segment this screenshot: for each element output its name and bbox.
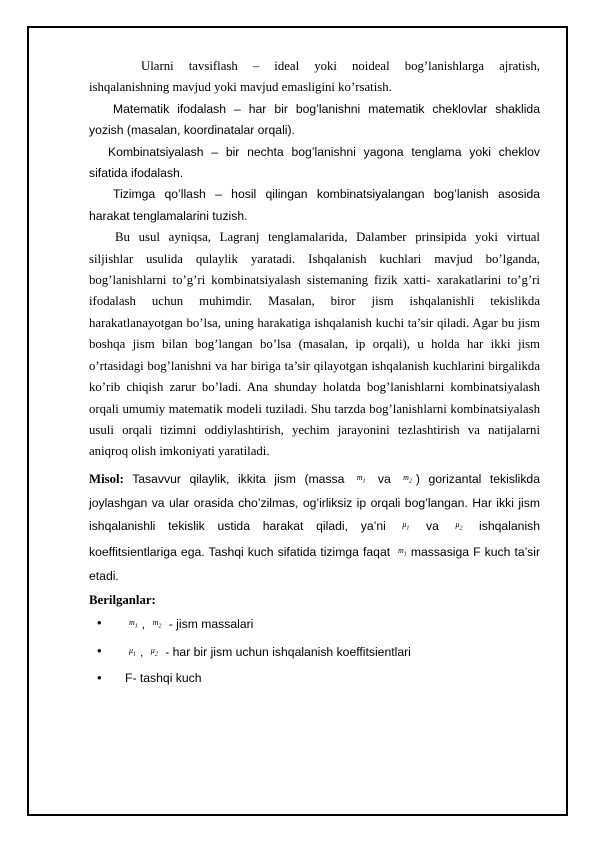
math-mu2: μ2: [455, 520, 463, 532]
paragraph-method: Bu usul ayniqsa, Lagranj tenglamalarida, Dalamber prinsipida yoki virtual siljishlar usulida qulaylik yaratadi. Ishqalanish kuchlari mavjud bo’lganda, bog’lanishlarni to’g’ri kombinatsiyalash sistemaning fizik xatti- xarakatlarini to’g’ri ifodalash uchun muhimdir. Masalan, biror jism ishqalanishli tekislikda harakatlanayotgan bo’lsa, uning harakatiga ishqalanish kuchi ta’sir qiladi. Agar bu jism boshqa jism bilan bog’langan bo’lsa (masalan, ip orqali), u holda har ikki jism o’rtasidagi bog’lanishni va har biriga ta’sir qilayotgan ishqalanish kuchlarini birgalikda ko’rib chiqish zarur bo’ladi. Ana shunday holatda bog’lanishlarni kombinatsiyalash orqali umumiy matematik modeli tuziladi. Shu tarzda bog’lanishlarni kombinatsiyalash usuli orqali tizimni oddiylashtirish, yechim jarayonini tezlashtirish va natijalarni aniqroq olish imkoniyati yaratiladi.: [89, 230, 540, 459]
math-m1-force: m1: [398, 546, 407, 558]
example-text-4: va: [426, 519, 439, 534]
example-paragraph: [89, 467, 540, 588]
list-item-text: - har bir jism uchun ishqalanish koeffitsientlari: [165, 644, 411, 659]
math-m1: m1: [356, 472, 366, 485]
list-item: • $^{\mu_1}$ , $^{\mu_2}$ - har bir jism uchun ishqalanish koeffitsientlari: [89, 639, 540, 667]
math-mu1-item: μ1: [129, 645, 137, 658]
example-text-5: ishqalanish koeffitsientlariga ega. Tashqi kuch sifatida tizimga faqat: [89, 519, 541, 560]
list-item: • $^{m_1}$ , $^{m_2}$ - jism massalari: [89, 611, 540, 639]
list-item-text: - jism massalari: [168, 616, 254, 631]
example-text-3: ) gorizantal tekislikda joylashgan va ular orasida cho’zilmas, og’irliksiz ip orqali bog’langan. Har ikki jism ishqalanishli tekislik ustida harakat qiladi, ya’ni: [89, 471, 540, 534]
example-label: Misol:: [89, 471, 124, 486]
example-text-1: Tasavvur qilaylik, ikkita jism (massa: [132, 471, 345, 486]
list-item: [89, 666, 540, 690]
math-mu1: μ1: [402, 520, 410, 532]
document-body: [89, 56, 540, 690]
example-text-6: massasiga F kuch ta’sir etadi.: [89, 545, 541, 584]
math-m1-item: m1: [129, 617, 138, 630]
paragraph-apply: Tizimga qo’llash – hosil qilingan kombinatsiyalangan bog’lanish asosida harakat tenglamalarini tuzish.: [89, 187, 540, 223]
given-heading: Berilganlar:: [89, 592, 156, 607]
math-m2-item: m2: [152, 617, 162, 630]
math-m2: m2: [403, 472, 412, 485]
paragraph-describe: Ularni tavsiflash – ideal yoki noideal bog’lanishlarga ajratish, ishqalanishning mavjud yoki mavjud emasligini ko’rsatish.: [89, 59, 540, 95]
given-list: [89, 611, 540, 690]
paragraph-math-expression: Matematik ifodalash – har bir bog’lanishni matematik cheklovlar shaklida yozish (masalan, koordinatalar orqali).: [89, 101, 540, 138]
example-text-2: va: [377, 471, 391, 486]
list-item-text: F- tashqi kuch: [125, 671, 202, 686]
math-mu2-item: μ2: [150, 645, 158, 658]
paragraph-combine: Kombinatsiyalash – bir nechta bog’lanishni yagona tenglama yoki cheklov sifatida ifodalash.: [89, 144, 540, 181]
